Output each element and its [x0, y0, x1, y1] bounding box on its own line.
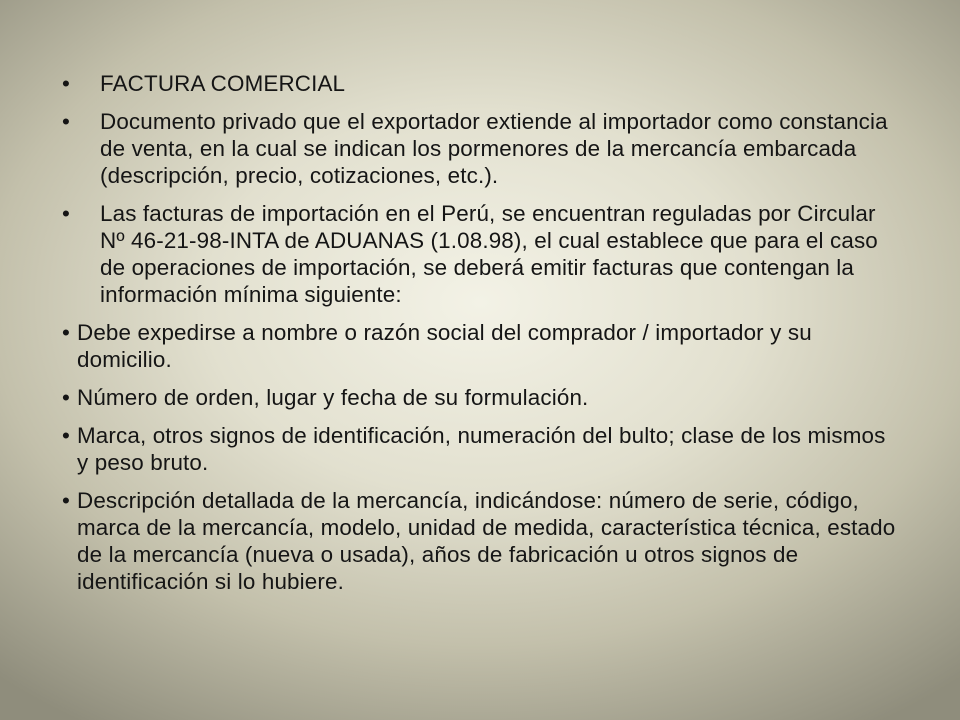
bullet-dot: •	[62, 385, 70, 410]
bullet-text: Las facturas de importación en el Perú, se encuentran reguladas por Circular Nº 46-21-98-INTA de ADUANAS (1.08.98), el cual establece que para el caso de operaciones de importación, se deberá emitir facturas que contengan la información mínima siguiente:	[100, 201, 878, 307]
requirement-text: Descripción detallada de la mercancía, indicándose: número de serie, código, marca de la mercancía, modelo, unidad de medida, característica técnica, estado de la mercancía (nueva o usada), años de fabricación u otros signos de identificación si lo hubiere.	[77, 488, 896, 594]
requirement-item-order	[62, 384, 902, 411]
bullet-item-definition	[62, 108, 902, 189]
slide-content	[62, 70, 902, 606]
bullet-item-regulation	[62, 200, 902, 308]
bullet-dot: •	[62, 423, 70, 448]
requirement-text: Marca, otros signos de identificación, numeración del bulto; clase de los mismos y peso bruto.	[77, 423, 886, 475]
bullet-dot: •	[62, 71, 70, 96]
bullet-text: FACTURA COMERCIAL	[100, 71, 346, 96]
bullet-item-title	[62, 70, 902, 97]
requirement-text: Número de orden, lugar y fecha de su formulación.	[77, 385, 589, 410]
bullet-dot: •	[62, 109, 70, 134]
bullet-dot: •	[62, 488, 70, 513]
bullet-dot: •	[62, 201, 70, 226]
bullet-dot: •	[62, 320, 70, 345]
requirement-text: Debe expedirse a nombre o razón social del comprador / importador y su domicilio.	[77, 320, 812, 372]
requirement-item-buyer	[62, 319, 902, 373]
requirement-item-description	[62, 487, 902, 595]
bullet-text: Documento privado que el exportador extiende al importador como constancia de venta, en la cual se indican los pormenores de la mercancía embarcada (descripción, precio, cotizaciones, etc.).	[100, 109, 888, 188]
requirement-item-marks	[62, 422, 902, 476]
